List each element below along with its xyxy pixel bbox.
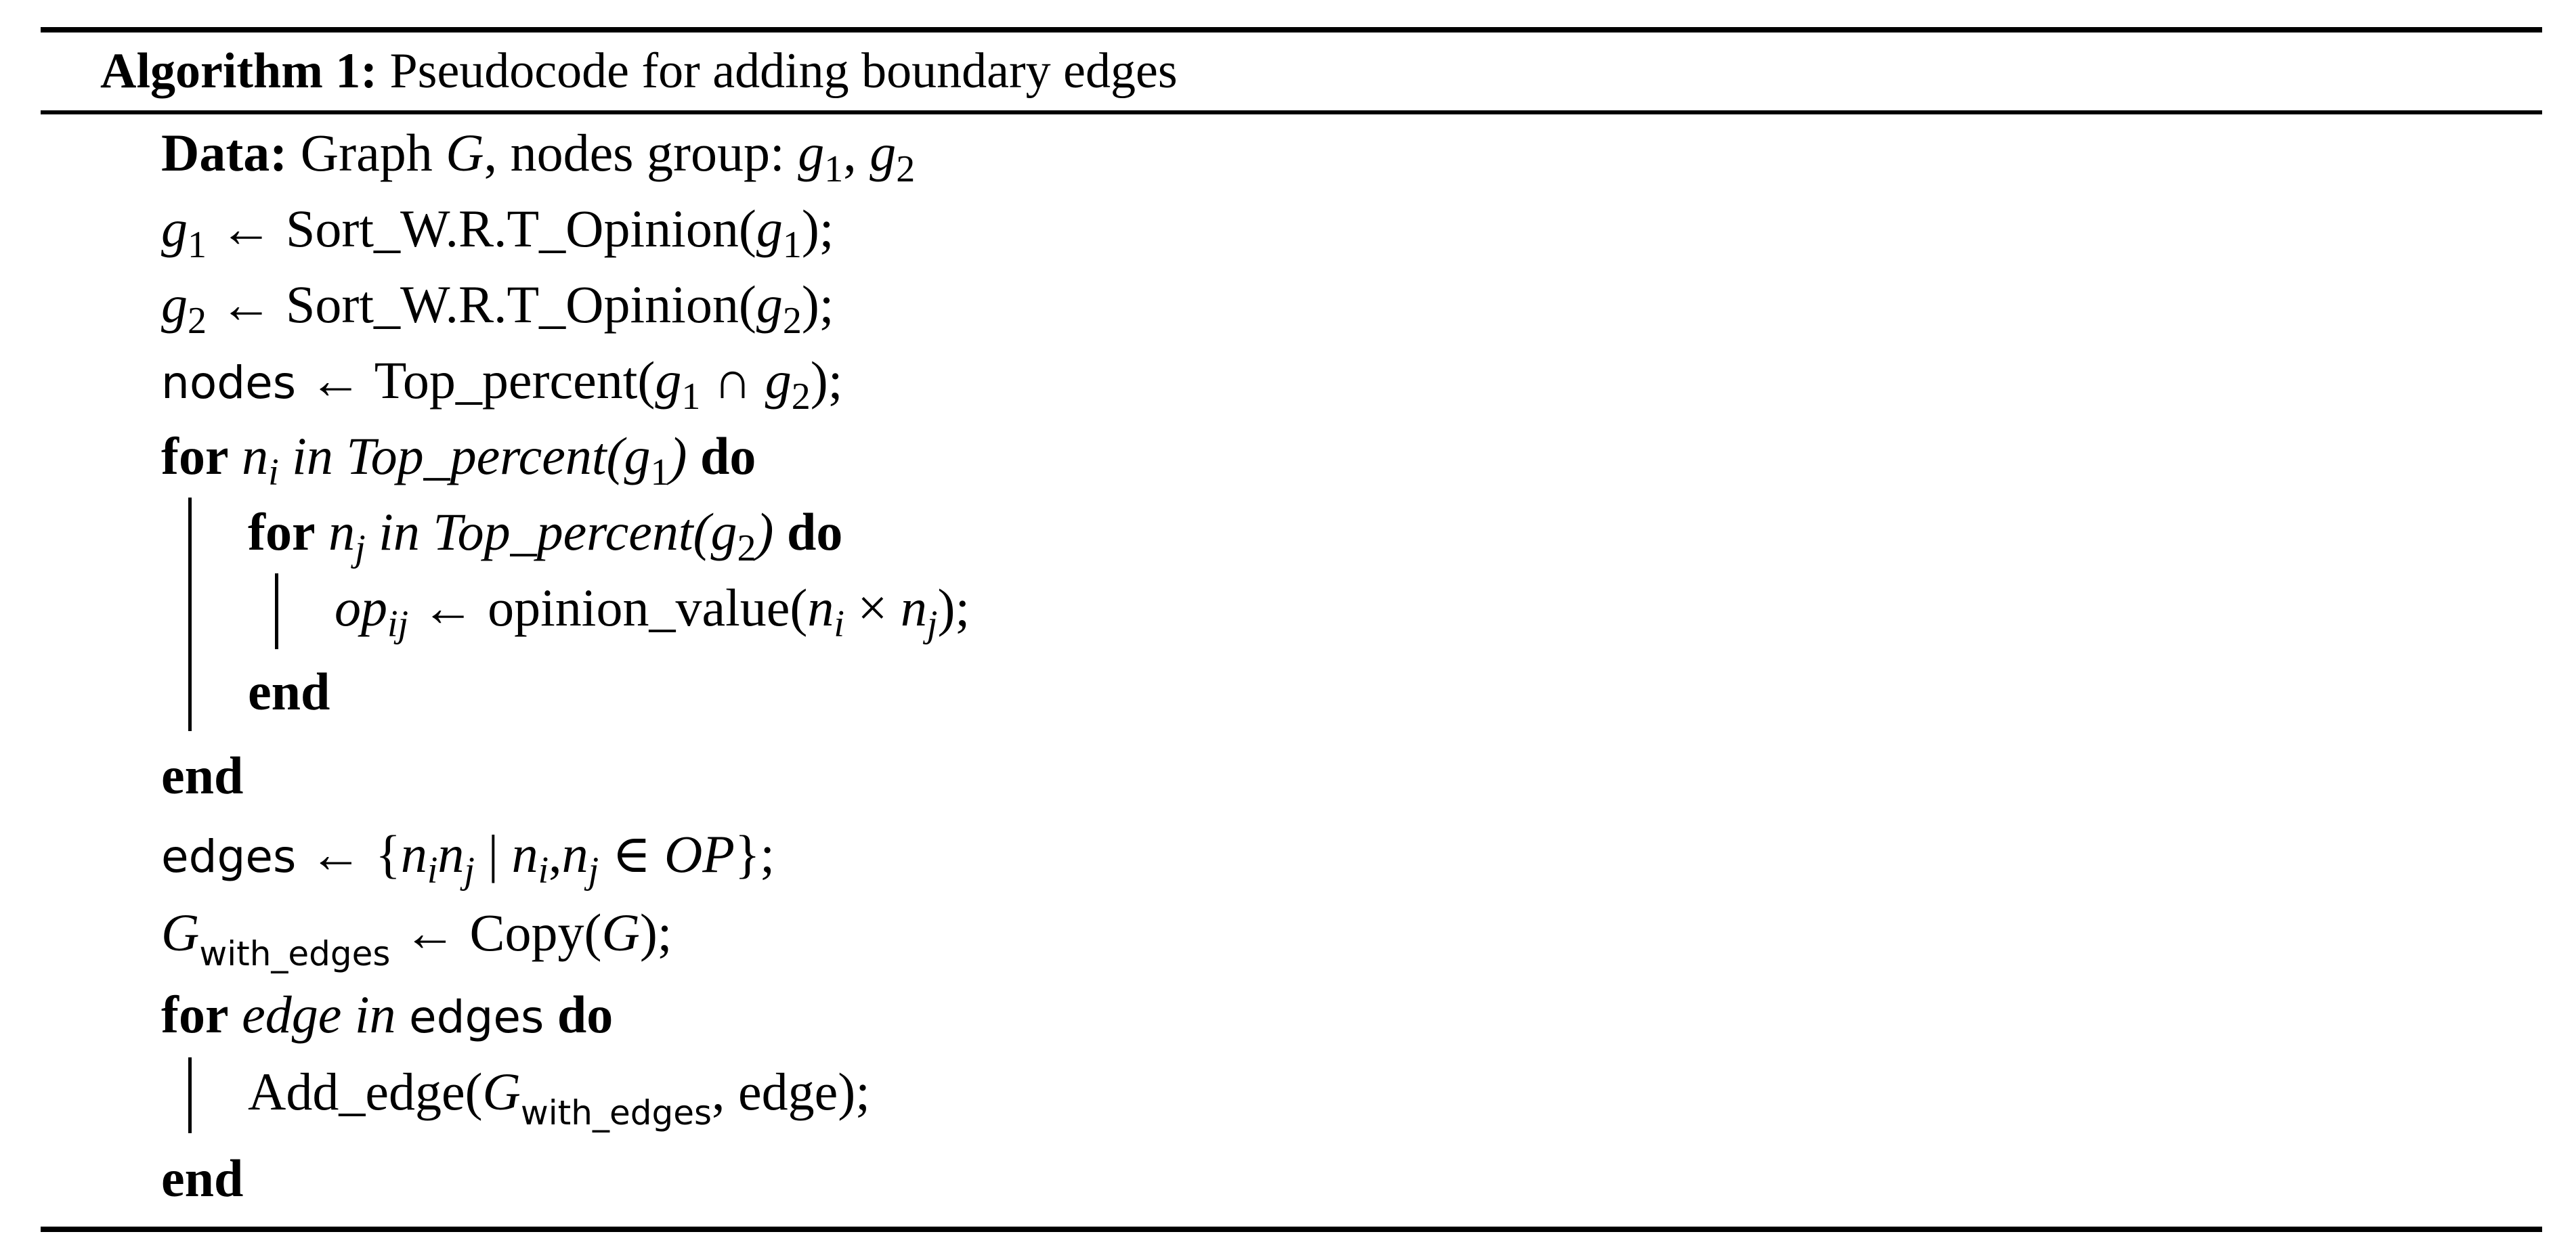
- element-of-symbol: ∈: [611, 825, 651, 883]
- in-top-percent: in Top_percent(: [365, 502, 711, 561]
- subscript-j: j: [355, 527, 366, 569]
- sort-function: Sort_W.R.T_Opinion(: [286, 199, 756, 258]
- var-g: g: [710, 502, 737, 561]
- var-g: g: [870, 123, 897, 182]
- sort-function: Sort_W.R.T_Opinion(: [286, 275, 756, 334]
- subscript: 1: [650, 452, 670, 493]
- subscript: 1: [824, 148, 844, 190]
- subscript: 2: [737, 527, 756, 569]
- subscript: 1: [188, 224, 207, 266]
- times-symbol: ×: [857, 578, 888, 637]
- edges-variable: edges: [409, 991, 544, 1043]
- subscript-with-edges: with_edges: [520, 1093, 712, 1133]
- var-n: n: [900, 578, 927, 637]
- close-paren: ): [756, 502, 774, 561]
- arrow: ←: [219, 199, 273, 258]
- edge-argument: , edge);: [712, 1062, 870, 1121]
- intersection-symbol: ∩: [713, 351, 752, 410]
- for-keyword: for: [161, 985, 229, 1044]
- var-op: op: [335, 578, 387, 637]
- subscript-i: i: [834, 603, 844, 645]
- edges-variable: edges: [161, 831, 297, 883]
- var-g: g: [798, 123, 825, 182]
- algorithm-caption: [100, 34, 1178, 108]
- edges-loop-bar: [188, 1057, 192, 1133]
- caption-label: Algorithm 1:: [100, 43, 377, 99]
- end-keyword: end: [248, 662, 330, 721]
- copy-function: Copy(: [469, 903, 602, 962]
- subscript-i: i: [427, 850, 438, 892]
- var-g: g: [756, 199, 783, 258]
- subscript-j: j: [926, 603, 938, 645]
- var-n: n: [807, 578, 834, 637]
- inner-loop-bar: [275, 573, 278, 649]
- var-G: G: [482, 1062, 521, 1121]
- end-keyword: end: [161, 1149, 244, 1208]
- outer-loop-bar: [188, 498, 192, 731]
- arrow: ←: [309, 351, 362, 410]
- data-text-graph: Graph: [300, 123, 433, 182]
- var-n: n: [328, 502, 356, 561]
- set-open-brace: {: [375, 825, 401, 883]
- do-keyword: do: [787, 502, 843, 561]
- in-top-percent: in Top_percent(: [278, 426, 624, 485]
- nodes-variable: nodes: [161, 357, 297, 409]
- comma: ,: [549, 825, 562, 883]
- algo-line-for-inner: [248, 494, 842, 570]
- set-separator: |: [474, 825, 512, 883]
- for-keyword: for: [248, 502, 316, 561]
- algo-line-nodes: [161, 343, 842, 418]
- data-keyword: Data:: [161, 123, 288, 182]
- var-G: G: [601, 903, 640, 962]
- comma: ,: [843, 123, 857, 182]
- subscript: 2: [896, 148, 916, 190]
- var-n: n: [400, 825, 427, 883]
- var-g: g: [161, 275, 188, 334]
- top-percent-function: Top_percent(: [374, 351, 656, 410]
- close-semicolon: );: [639, 903, 672, 962]
- var-g: g: [655, 351, 682, 410]
- arrow: ←: [219, 275, 273, 334]
- close-semicolon: );: [801, 275, 834, 334]
- middle-rule: [41, 110, 2542, 114]
- close-semicolon: );: [801, 199, 834, 258]
- subscript: 2: [782, 300, 802, 342]
- algo-line-copy: [161, 895, 672, 971]
- do-keyword: do: [700, 426, 756, 485]
- arrow: ←: [309, 825, 362, 883]
- subscript: 2: [791, 376, 811, 418]
- algo-line-for-edges: [161, 977, 613, 1053]
- subscript-i: i: [268, 452, 279, 493]
- algo-line-sort-g1: [161, 191, 834, 267]
- edge-variable: edge: [242, 985, 342, 1044]
- subscript-with-edges: with_edges: [199, 934, 391, 973]
- subscript: 1: [782, 224, 802, 266]
- in-word: in: [354, 985, 396, 1044]
- algo-line-end-final: [161, 1141, 243, 1216]
- add-edge-function: Add_edge(: [248, 1062, 483, 1121]
- var-g: g: [624, 426, 651, 485]
- algo-line-end-inner: [248, 654, 330, 730]
- var-n: n: [511, 825, 538, 883]
- subscript: 1: [681, 376, 701, 418]
- end-keyword: end: [161, 746, 244, 805]
- for-keyword: for: [161, 426, 229, 485]
- algo-line-edges: [161, 816, 775, 892]
- close-semicolon: );: [937, 578, 970, 637]
- subscript-j: j: [464, 850, 475, 892]
- close-paren: ): [669, 426, 687, 485]
- top-rule: [41, 27, 2542, 32]
- arrow: ←: [403, 903, 456, 962]
- bottom-rule: [41, 1227, 2542, 1232]
- algo-line-data: [161, 115, 915, 191]
- var-n: n: [437, 825, 465, 883]
- var-g: g: [756, 275, 783, 334]
- opinion-value-function: opinion_value(: [488, 578, 808, 637]
- var-OP: OP: [664, 825, 735, 883]
- arrow: ←: [421, 578, 475, 637]
- algo-line-end-outer: [161, 738, 243, 814]
- var-G: G: [446, 123, 484, 182]
- algo-line-for-outer: [161, 418, 756, 494]
- var-g: g: [765, 351, 792, 410]
- close-semicolon: );: [810, 351, 843, 410]
- subscript-j: j: [588, 850, 599, 892]
- subscript: 2: [188, 300, 207, 342]
- subscript-ij: ij: [387, 603, 409, 645]
- var-n: n: [242, 426, 269, 485]
- var-n: n: [561, 825, 588, 883]
- algo-line-opinion-value: [335, 570, 970, 646]
- algo-line-add-edge: [248, 1054, 870, 1133]
- var-G: G: [161, 903, 200, 962]
- var-g: g: [161, 199, 188, 258]
- data-text-nodes-group: , nodes group:: [484, 123, 785, 182]
- caption-text: Pseudocode for adding boundary edges: [389, 43, 1178, 99]
- algo-line-sort-g2: [161, 267, 834, 343]
- set-close-brace: };: [734, 825, 775, 883]
- do-keyword: do: [557, 985, 614, 1044]
- subscript-i: i: [538, 850, 549, 892]
